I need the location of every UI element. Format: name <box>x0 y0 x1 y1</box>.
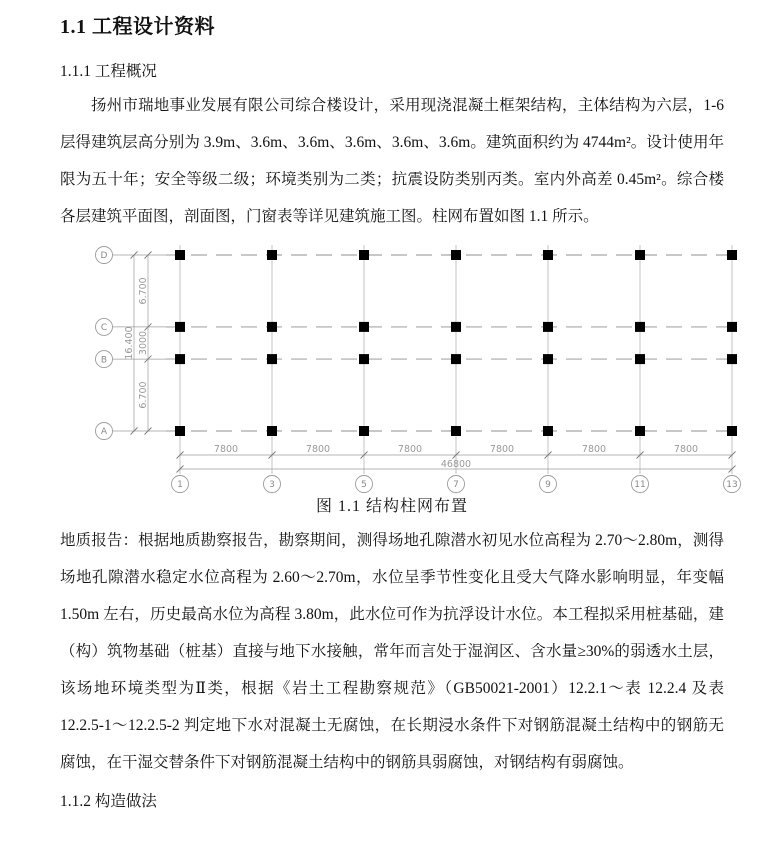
v-total-dim-label: 16.400 <box>124 326 135 360</box>
column-mark <box>451 250 461 260</box>
bay-dim-label: 7800 <box>489 444 515 455</box>
column-mark <box>359 354 369 364</box>
row-axis-label: B <box>100 355 108 366</box>
column-mark <box>359 250 369 260</box>
page-title: 1.1 工程设计资料 <box>60 16 215 38</box>
column-mark <box>543 250 553 260</box>
column-mark <box>267 426 277 436</box>
col-axis-label: 13 <box>726 480 738 491</box>
column-mark <box>543 426 553 436</box>
column-mark <box>727 426 737 436</box>
figure-caption: 图 1.1 结构柱网布置 <box>315 498 468 515</box>
col-axis-label: 9 <box>545 480 551 491</box>
bay-dim-label: 7800 <box>305 444 331 455</box>
column-mark <box>451 426 461 436</box>
col-axis-label: 5 <box>361 480 367 491</box>
row-axis-label: C <box>100 323 108 334</box>
col-axis-label: 7 <box>453 480 459 491</box>
column-mark <box>175 322 185 332</box>
column-mark <box>175 426 185 436</box>
section-heading-overview: 1.1.1 工程概况 <box>60 63 157 80</box>
column-mark <box>267 322 277 332</box>
column-mark <box>635 322 645 332</box>
figure-column-grid <box>60 237 738 516</box>
column-mark <box>635 426 645 436</box>
column-mark <box>543 322 553 332</box>
paragraph-geology-report: 地质报告：根据地质勘察报告，勘察期间，测得场地孔隙潜水初见水位高程为 2.70～2.80m，测得场地孔隙潜水稳定水位高程为 2.60～2.70m，水位呈季节性变化且受大气降水影响明显，年变幅 1.50m 左右，历史最高水位为高程 3.80m，此水位可作为抗浮设计水位。本工程拟采用桩基础，建（构）筑物基础（桩基）直接与地下水接触，常年而言处于湿润区、含水量≥30%的弱透水土层，该场地环境类型为Ⅱ类，根据《岩土工程勘察规范》（GB50021-2001）12.2.1～表 12.2.4 及表 12.2.5-1～12.2.5-2 判定地下水对混凝土无腐蚀，在长期浸水条件下对钢筋混凝土结构中的钢筋无腐蚀，在干湿交替条件下对钢筋混凝土结构中的钢筋具弱腐蚀，对钢结构有弱腐蚀。 <box>60 532 724 771</box>
column-mark <box>727 354 737 364</box>
paragraph-project-overview: 扬州市瑞地事业发展有限公司综合楼设计，采用现浇混凝土框架结构，主体结构为六层，1-6 层得建筑层高分别为 3.9m、3.6m、3.6m、3.6m、3.6m、3.6m。建筑面积约为 4744m²。设计使用年限为五十年；安全等级二级；环境类别为二类；抗震设防类别丙类。室内外高差 0.45m²。综合楼各层建筑平面图，剖面图，门窗表等详见建筑施工图。柱网布置如图 1.1 所示。 <box>60 97 724 225</box>
column-mark <box>267 250 277 260</box>
row-axis-label: A <box>100 427 108 438</box>
column-mark <box>451 322 461 332</box>
v-dim-label: 6.700 <box>138 381 149 409</box>
col-axis-label: 3 <box>269 480 275 491</box>
column-mark <box>175 354 185 364</box>
col-axis-label: 11 <box>634 480 646 491</box>
column-mark <box>451 354 461 364</box>
column-mark <box>635 250 645 260</box>
bay-dim-label: 7800 <box>581 444 607 455</box>
bay-dim-label: 7800 <box>213 444 239 455</box>
bay-dim-label: 7800 <box>397 444 423 455</box>
column-mark <box>727 250 737 260</box>
v-dim-label: 3000 <box>138 330 149 356</box>
section-heading-construction: 1.1.2 构造做法 <box>60 793 157 810</box>
column-mark <box>359 426 369 436</box>
bay-dim-label: 7800 <box>673 444 699 455</box>
h-total-dim-label: 46800 <box>440 459 472 470</box>
row-axis-label: D <box>100 251 108 262</box>
column-mark <box>635 354 645 364</box>
column-mark <box>727 322 737 332</box>
col-axis-label: 1 <box>177 480 183 491</box>
column-mark <box>543 354 553 364</box>
column-grid-drawing <box>88 237 748 493</box>
column-mark <box>175 250 185 260</box>
column-mark <box>359 322 369 332</box>
v-dim-label: 6.700 <box>138 277 149 305</box>
column-mark <box>267 354 277 364</box>
